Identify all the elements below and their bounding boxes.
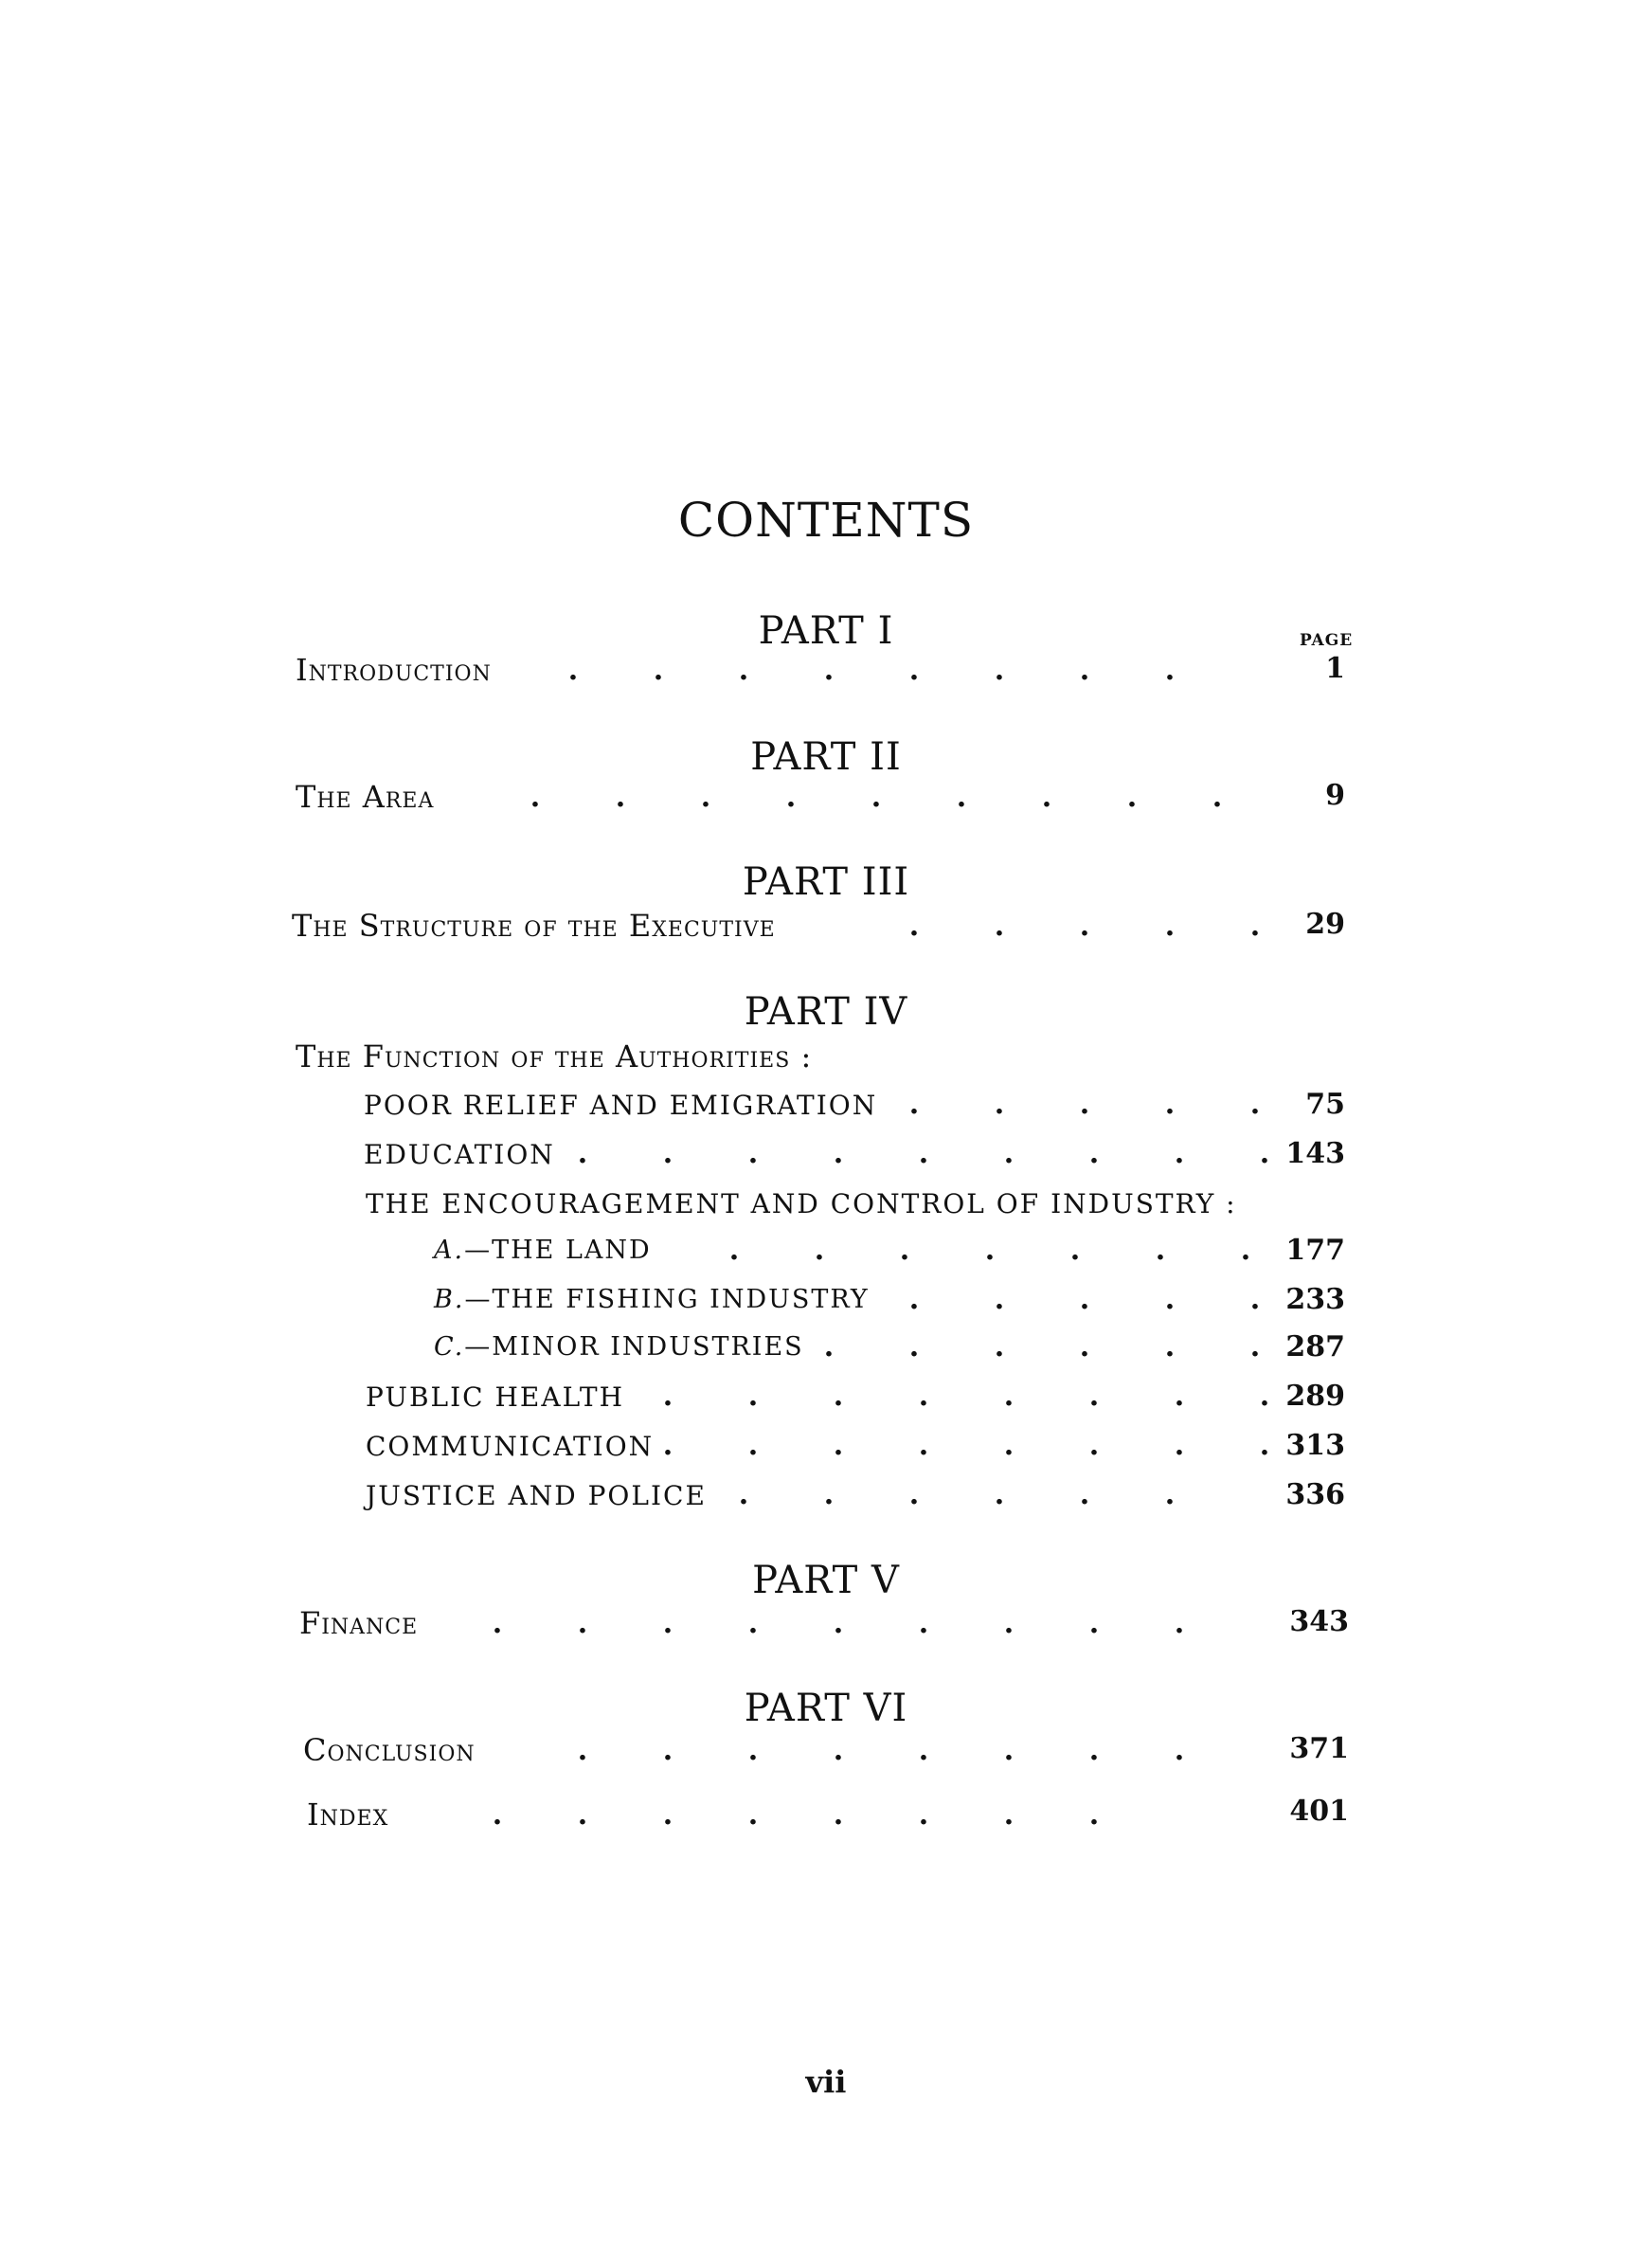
toc-title-fishing: —THE FISHING INDUSTRY	[464, 1285, 870, 1314]
toc-page-communication: 313	[1285, 1429, 1345, 1462]
toc-entry-poor-relief: POOR RELIEF AND EMIGRATION	[364, 1090, 878, 1121]
leader-dots: . . . . . . . .	[662, 1429, 1270, 1462]
part-heading-5: PART V	[752, 1559, 900, 1602]
leader-dots: . . . . . . . .	[662, 1380, 1270, 1413]
toc-entry-conclusion: Conclusion	[303, 1732, 476, 1768]
leader-dots: . . . . . . . .	[577, 1734, 1185, 1767]
part-heading-4: PART IV	[744, 990, 908, 1034]
part-heading-6: PART VI	[744, 1687, 908, 1730]
toc-page-poor-relief: 75	[1305, 1088, 1345, 1121]
leader-dots: . . . . .	[908, 1088, 1261, 1121]
leader-dots: . . . . . . .	[728, 1234, 1251, 1267]
page-column-header: PAGE	[1300, 631, 1354, 650]
toc-title-minor: —MINOR INDUSTRIES	[464, 1332, 804, 1362]
toc-entry-communication: COMMUNICATION	[366, 1431, 655, 1462]
toc-page-justice: 336	[1285, 1478, 1345, 1511]
toc-page-fishing: 233	[1285, 1283, 1345, 1316]
toc-entry-introduction: Introduction	[296, 652, 492, 688]
toc-page-introduction: 1	[1325, 652, 1345, 685]
toc-letter-minor: C.	[434, 1332, 465, 1362]
leader-dots: . . . . . . . .	[567, 654, 1176, 687]
leader-dots: . . . . . . . . .	[492, 1607, 1185, 1640]
toc-entry-land	[434, 1236, 652, 1265]
page-folio: vii	[805, 2064, 847, 2100]
page-title: CONTENTS	[677, 493, 975, 548]
leader-dots: . . . . .	[908, 910, 1261, 943]
toc-entry-industry: THE ENCOURAGEMENT AND CONTROL OF INDUSTRY :	[366, 1188, 1237, 1219]
leader-dots: . . . . . .	[738, 1478, 1176, 1511]
toc-entry-executive: The Structure of the Executive	[292, 908, 776, 944]
toc-entry-fishing	[434, 1285, 870, 1314]
leader-dots: . . . . . . . . .	[577, 1137, 1270, 1170]
toc-entry-education: EDUCATION	[364, 1139, 555, 1170]
toc-page-minor: 287	[1285, 1330, 1345, 1363]
toc-page-public-health: 289	[1285, 1380, 1345, 1413]
toc-title-land: —THE LAND	[464, 1236, 652, 1265]
toc-letter-land: A.	[434, 1236, 465, 1265]
part-heading-3: PART III	[742, 860, 910, 904]
toc-entry-index: Index	[307, 1797, 389, 1833]
toc-entry-public-health: PUBLIC HEALTH	[366, 1381, 624, 1413]
toc-letter-fishing: B.	[434, 1285, 465, 1314]
toc-page-area: 9	[1325, 779, 1345, 812]
part-heading-2: PART II	[750, 735, 902, 779]
toc-page-finance: 343	[1289, 1605, 1349, 1638]
toc-page-executive: 29	[1305, 908, 1345, 941]
toc-entry-finance: Finance	[299, 1605, 419, 1641]
leader-dots: . . . . . . . . .	[530, 781, 1223, 814]
part-heading-1: PART I	[758, 609, 894, 653]
leader-dots: . . . . . .	[823, 1330, 1261, 1363]
toc-entry-minor	[434, 1332, 804, 1362]
toc-page-land: 177	[1285, 1234, 1345, 1267]
toc-page-conclusion: 371	[1289, 1732, 1349, 1765]
leader-dots: . . . . . . . .	[492, 1798, 1100, 1832]
toc-entry-area: The Area	[296, 779, 435, 815]
toc-entry-justice: JUSTICE AND POLICE	[366, 1480, 707, 1511]
toc-entry-authorities: The Function of the Authorities :	[296, 1038, 813, 1074]
leader-dots: . . . . .	[908, 1283, 1261, 1316]
toc-page-index: 401	[1289, 1795, 1349, 1828]
toc-page-education: 143	[1285, 1137, 1345, 1170]
